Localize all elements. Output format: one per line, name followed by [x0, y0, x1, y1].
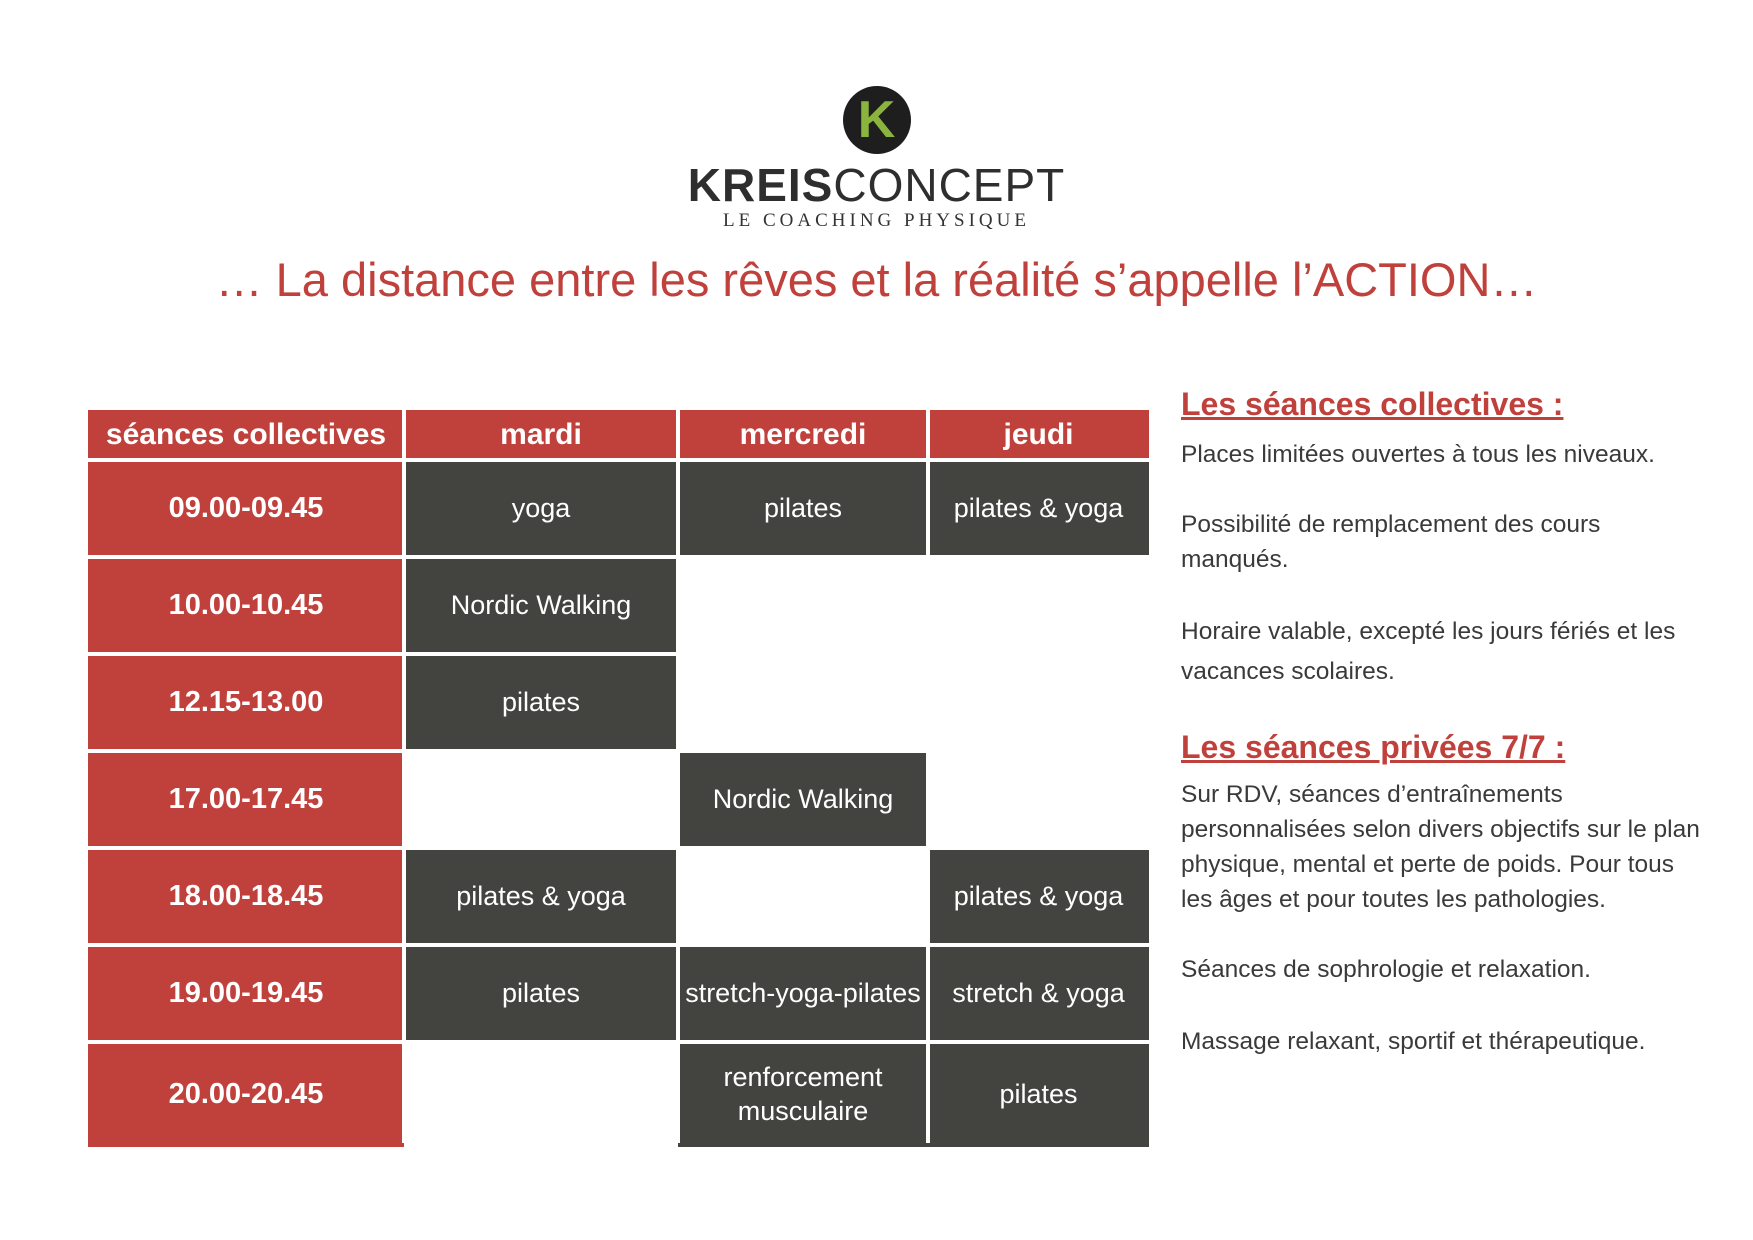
private-text: Séances de sophrologie et relaxation.: [1181, 955, 1591, 983]
row-divider: [88, 846, 1149, 850]
class-cell: pilates: [678, 460, 928, 557]
row-divider: [88, 1040, 1149, 1044]
brand-name: KREISCONCEPT: [687, 159, 1066, 211]
time-cell: 19.00-19.45: [168, 977, 324, 1010]
row-divider: [88, 943, 1149, 947]
class-cell: stretch & yoga: [928, 945, 1149, 1042]
row-divider: [88, 749, 1149, 753]
header-cell-day: mardi: [500, 418, 582, 452]
empty-cell: [404, 751, 678, 848]
class-cell: Nordic Walking: [404, 557, 678, 654]
time-cell: 20.00-20.45: [168, 1078, 324, 1111]
logo-k-icon: K: [843, 86, 911, 154]
class-cell: stretch-yoga-pilates: [678, 945, 928, 1042]
logo: [0, 86, 1753, 232]
class-cell: pilates & yoga: [928, 848, 1149, 945]
class-cell: pilates: [404, 654, 678, 751]
row-divider: [88, 652, 1149, 656]
empty-cell: [678, 654, 928, 751]
tagline: … La distance entre les rêves et la réalité s’appelle l’ACTION…: [215, 253, 1538, 306]
class-cell: pilates & yoga: [404, 848, 678, 945]
time-cell: 12.15-13.00: [168, 686, 324, 719]
column-divider: [402, 410, 406, 1143]
class-cell: yoga: [404, 460, 678, 557]
empty-cell: [928, 557, 1149, 654]
time-cell: 10.00-10.45: [168, 589, 324, 622]
row-divider: [88, 458, 1149, 462]
time-cell: 09.00-09.45: [168, 492, 324, 525]
collective-text: Places limitées ouvertes à tous les niveaux.: [1181, 441, 1655, 469]
header-cell-day: mercredi: [739, 418, 867, 452]
row-divider: [88, 555, 1149, 559]
schedule-table: [88, 410, 1149, 1147]
class-cell: pilates: [404, 945, 678, 1042]
header-cell-sessions: séances collectives: [105, 418, 387, 452]
info-column: [1181, 385, 1701, 1062]
empty-cell: [928, 751, 1149, 848]
time-cell: 18.00-18.45: [168, 880, 324, 913]
private-heading: Les séances privées 7/7 :: [1181, 729, 1566, 766]
time-cell: 17.00-17.45: [168, 783, 324, 816]
collective-text: Possibilité de remplacement des cours manqués.: [1181, 511, 1601, 574]
class-cell: pilates & yoga: [928, 460, 1149, 557]
empty-cell: [404, 1042, 678, 1147]
class-cell: Nordic Walking: [678, 751, 928, 848]
class-cell: renforcement musculaire: [678, 1042, 928, 1147]
empty-cell: [928, 654, 1149, 751]
column-divider: [676, 410, 680, 1143]
private-text: Sur RDV, séances d’entraînements personnalisées selon divers objectifs sur le plan physique, mental et perte de poids. Pour tous les âges et pour toutes les pathologies.: [1181, 780, 1700, 913]
class-cell: pilates: [928, 1042, 1149, 1147]
empty-cell: [678, 848, 928, 945]
column-divider: [926, 410, 930, 1143]
collective-text: Horaire valable, excepté les jours fériés et les vacances scolaires.: [1181, 618, 1676, 686]
header-cell-day: jeudi: [1003, 418, 1074, 452]
brand-subtitle: LE COACHING PHYSIQUE: [723, 210, 1030, 231]
collective-heading: Les séances collectives :: [1181, 386, 1564, 422]
empty-cell: [678, 557, 928, 654]
private-text: Massage relaxant, sportif et thérapeutique.: [1181, 1027, 1646, 1055]
